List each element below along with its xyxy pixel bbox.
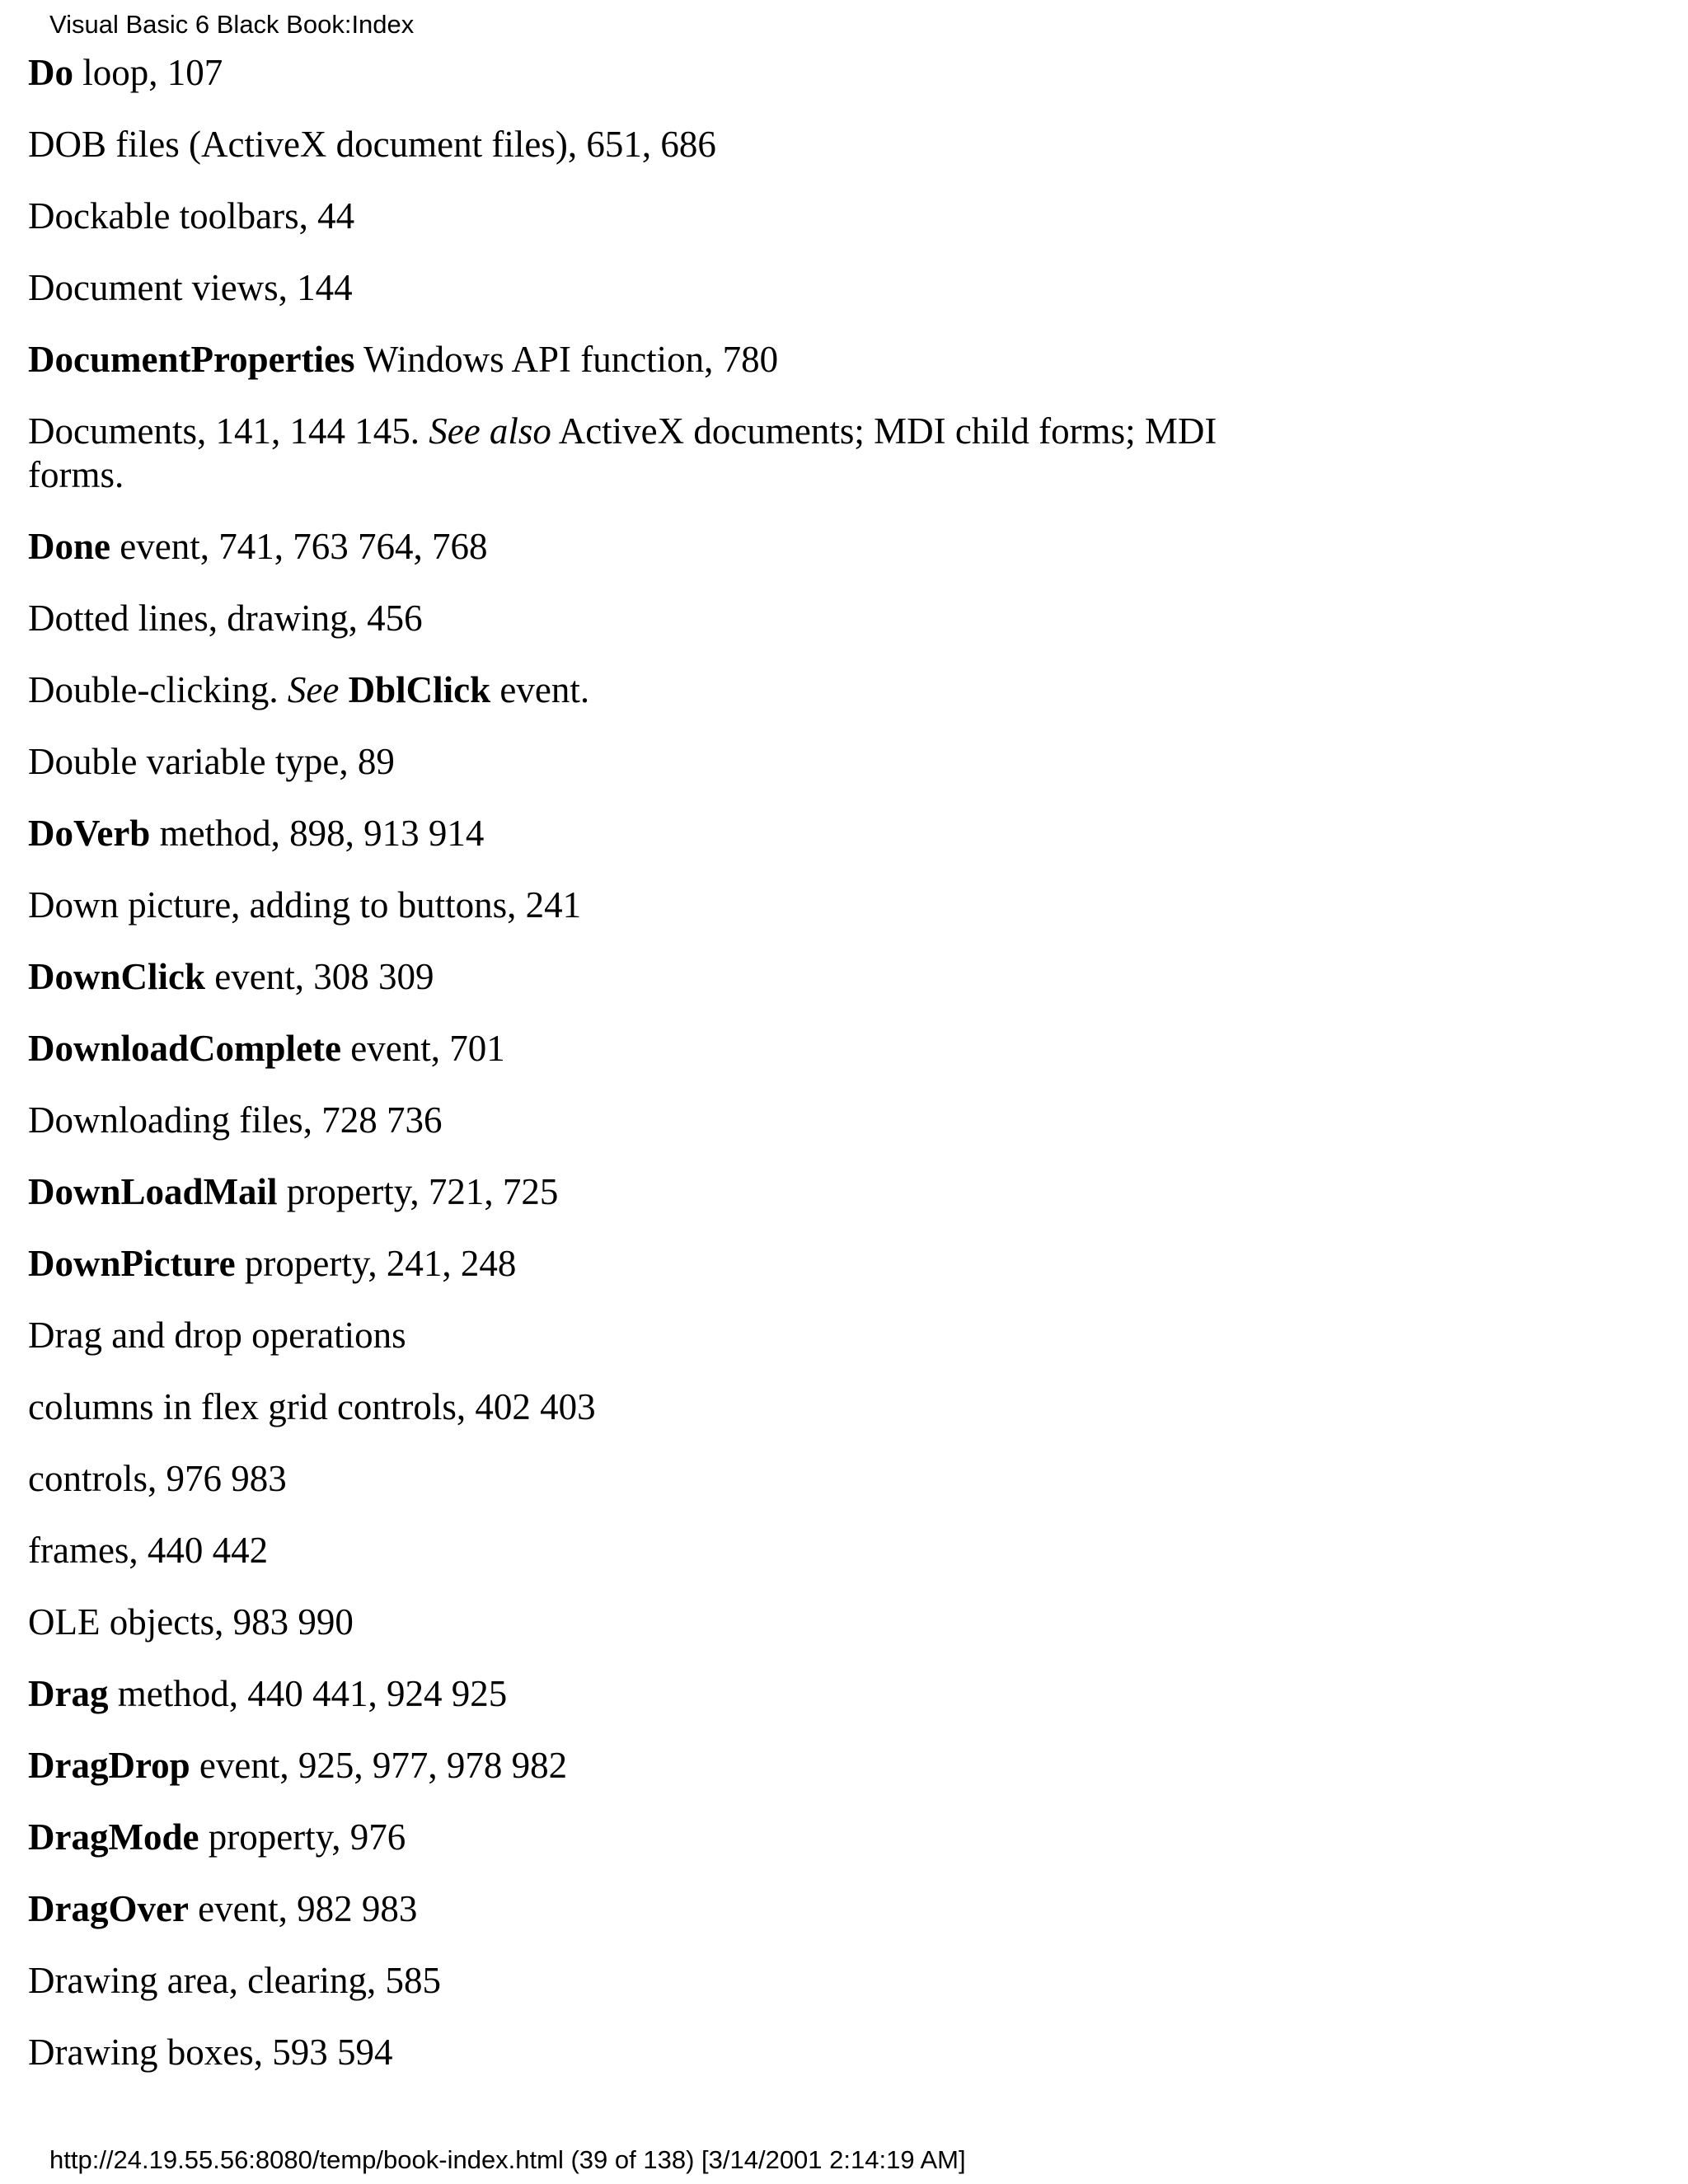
entry-term: DownLoadMail [28,1171,278,1212]
index-entry [28,338,1314,382]
entry-term: DownClick [28,956,206,997]
index-entry [28,812,1314,855]
entry-term: Do [28,52,73,93]
index-entry [28,883,1314,927]
entry-term: DownloadComplete [28,1028,341,1069]
index-entry [28,1744,1314,1788]
entry-term: Done [28,526,110,567]
entry-text: Document views, 144 [28,267,353,308]
index-entry [28,955,1314,999]
entry-text: columns in flex grid controls, 402 403 [28,1386,596,1427]
entry-text: method, 898, 913 914 [150,813,485,854]
entry-text: event, 701 [341,1028,505,1069]
index-list [28,51,1314,2102]
see-target-suffix: event. [490,669,590,710]
index-subentry [28,1529,1314,1572]
entry-term: DragDrop [28,1745,190,1786]
see-also-label: See also [429,410,551,452]
index-entry [28,740,1314,784]
index-entry [28,1672,1314,1716]
entry-term: DoVerb [28,813,151,854]
entry-text: DOB files (ActiveX document files), 651, 686 [28,124,716,165]
entry-term: Drag [28,1673,109,1714]
entry-text: Drawing area, clearing, 585 [28,1960,442,2001]
entry-text: property, 976 [199,1816,406,1858]
entry-text: event, 308 309 [205,956,434,997]
index-entry [28,1314,1314,1357]
index-entry [28,1242,1314,1286]
index-entry [28,51,1314,95]
entry-term: DragOver [28,1888,189,1929]
page-footer-url: http://24.19.55.56:8080/temp/book-index.html (39 of 138) [3/14/2001 2:14:19 AM] [49,2145,966,2174]
index-entry [28,1959,1314,2003]
index-entry [28,668,1314,712]
entry-text: method, 440 441, 924 925 [108,1673,508,1714]
entry-text: Downloading files, 728 736 [28,1099,443,1141]
index-subentry [28,1601,1314,1644]
entry-text: Drag and drop operations [28,1315,406,1356]
index-entry [28,525,1314,569]
entry-text: property, 721, 725 [277,1171,559,1212]
entry-text: loop, 107 [73,52,223,93]
entry-term: DownPicture [28,1243,236,1284]
entry-text: event, 741, 763 764, 768 [110,526,488,567]
index-entry [28,1099,1314,1142]
entry-text: Dotted lines, drawing, 456 [28,598,423,639]
index-entry [28,1816,1314,1859]
entry-text: Double variable type, 89 [28,741,395,782]
entry-text: Windows API function, 780 [354,339,779,380]
entry-text: frames, 440 442 [28,1530,269,1571]
index-entry [28,123,1314,166]
entry-term: DragMode [28,1816,199,1858]
entry-term: DocumentProperties [28,339,355,380]
index-subentry [28,1457,1314,1501]
see-also-target: ActiveX documents; MDI child forms; MDI forms. [28,410,1217,495]
index-entry [28,194,1314,238]
index-entry [28,2031,1314,2074]
entry-text: controls, 976 983 [28,1458,287,1499]
entry-text: Documents, 141, 144 145. [28,410,429,452]
entry-text: Dockable toolbars, 44 [28,195,355,237]
see-label: See [287,669,340,710]
entry-text: event, 925, 977, 978 982 [190,1745,568,1786]
entry-text: Drawing boxes, 593 594 [28,2032,393,2073]
page-header: Visual Basic 6 Black Book:Index [49,10,415,39]
index-subentry [28,1385,1314,1429]
entry-text: event, 982 983 [188,1888,418,1929]
entry-text: Down picture, adding to buttons, 241 [28,884,582,926]
index-entry [28,1027,1314,1071]
see-target-term: DblClick [339,669,491,710]
index-entry [28,1170,1314,1214]
entry-text: property, 241, 248 [235,1243,517,1284]
entry-text: Double-clicking. [28,669,288,710]
index-entry [28,410,1314,497]
index-entry [28,1887,1314,1931]
entry-text: OLE objects, 983 990 [28,1601,354,1643]
index-entry [28,597,1314,640]
index-entry [28,266,1314,310]
